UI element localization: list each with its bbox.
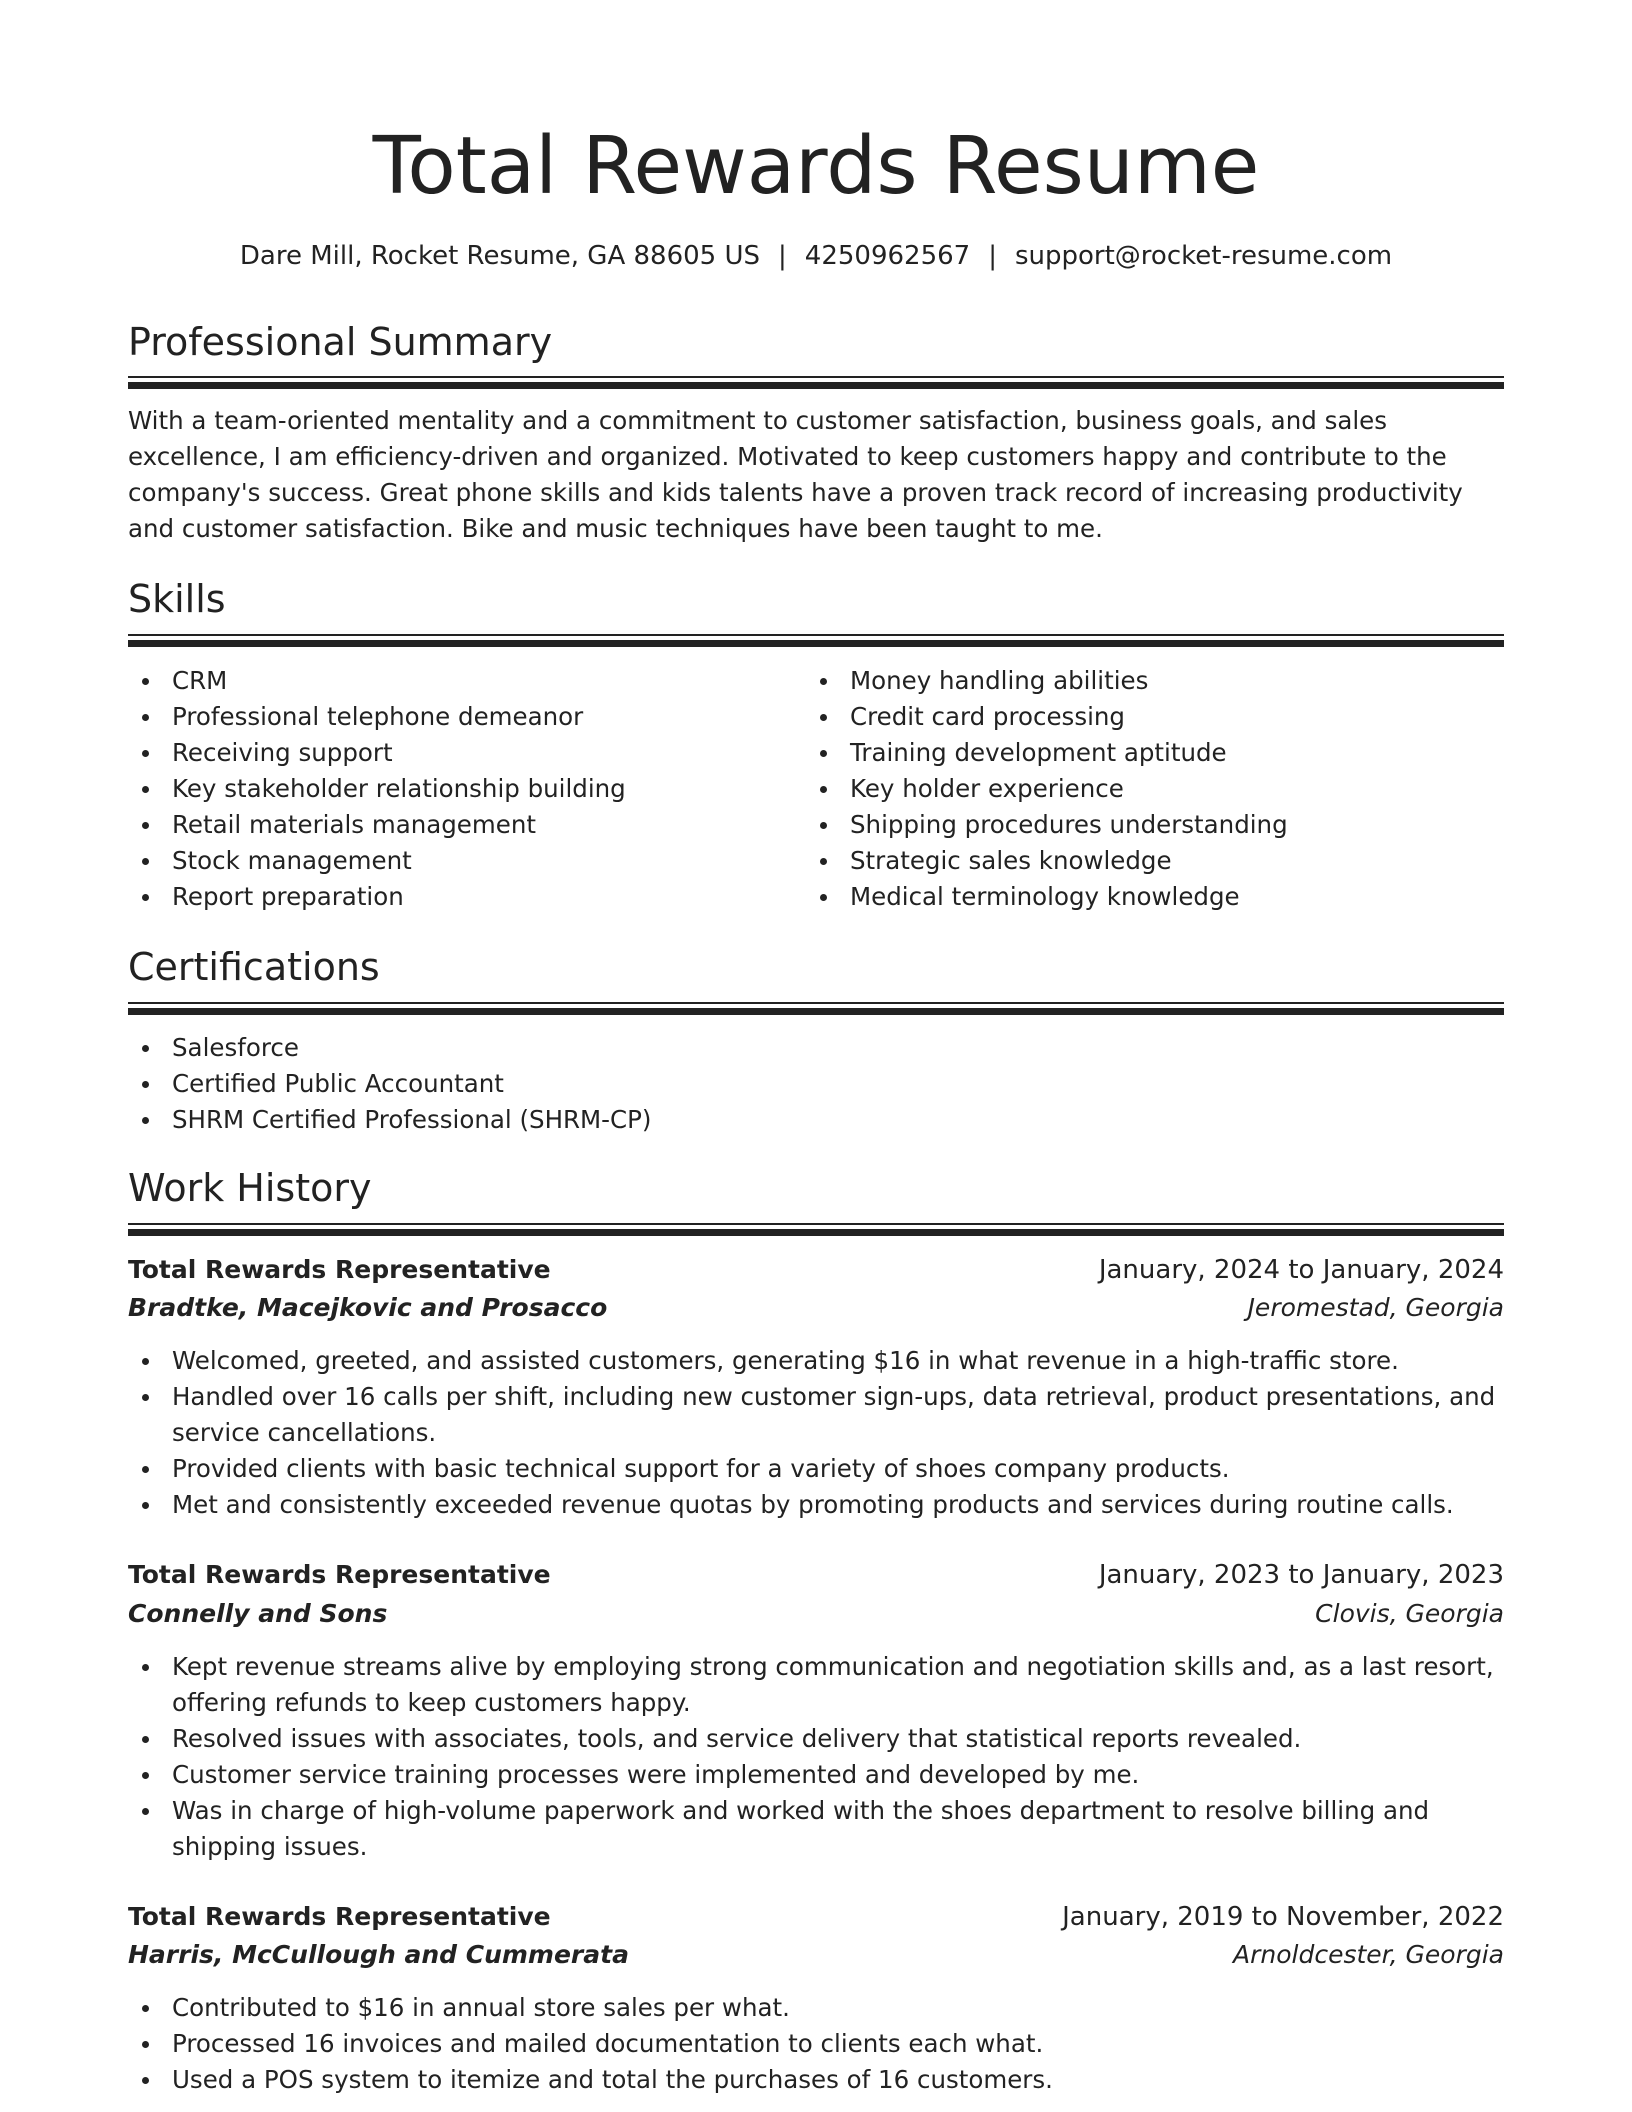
bullet-icon [142,1466,149,1473]
certification-item: Salesforce [128,1030,1504,1066]
bullet-icon [142,1394,149,1401]
job-title: Total Rewards Representative [128,1902,551,1931]
bullet-icon [820,894,827,901]
job-header [128,1556,1504,1594]
job-company: Harris, McCullough and Cummerata [128,1940,629,1969]
job-location: Jeromestad, Georgia [1247,1293,1504,1322]
bullet-icon [142,1358,149,1365]
bullet-icon [142,1045,149,1052]
contact-separator: | [778,241,787,271]
bullet-icon [142,750,149,757]
section-divider [128,634,1504,648]
certification-item: Certified Public Accountant [128,1066,1504,1102]
contact-separator: | [988,241,997,271]
skill-item: Key holder experience [806,771,1506,807]
section-divider [128,376,1504,390]
job-bullet: Used a POS system to itemize and total the purchases of 16 customers. [128,2062,1504,2098]
skill-item: Report preparation [128,879,788,915]
job-bullet: Welcomed, greeted, and assisted customers, generating $16 in what revenue in a high-traffic store. [128,1343,1504,1379]
bullet-icon [142,1736,149,1743]
section-divider [128,1223,1504,1237]
bullet-icon [142,678,149,685]
job-bullet: Met and consistently exceeded revenue quotas by promoting products and services during routine calls. [128,1487,1504,1523]
bullet-icon [820,858,827,865]
bullet-icon [142,1808,149,1815]
skill-item: Medical terminology knowledge [806,879,1506,915]
bullet-icon [142,894,149,901]
bullet-icon [820,786,827,793]
job-bullet: Contributed to $16 in annual store sales per what. [128,1990,1504,2026]
contact-email[interactable]: support@rocket-resume.com [1014,241,1393,271]
job-bullet: Was in charge of high-volume paperwork and worked with the shoes department to resolve billing and shipping issues. [128,1793,1504,1865]
job-location: Clovis, Georgia [1315,1599,1504,1628]
skills-heading: Skills [128,577,226,621]
bullet-icon [142,2077,149,2084]
skill-item: Professional telephone demeanor [128,699,788,735]
bullet-icon [142,1081,149,1088]
contact-line [128,238,1504,274]
skill-item: Retail materials management [128,807,788,843]
certifications-list [128,1030,1504,1138]
bullet-icon [142,2005,149,2012]
job-bullets [128,1990,1504,2098]
contact-phone: 4250962567 [804,241,971,271]
bullet-icon [142,714,149,721]
skill-item: Strategic sales knowledge [806,843,1506,879]
job-bullet: Provided clients with basic technical support for a variety of shoes company products. [128,1451,1504,1487]
job-header [128,1251,1504,1289]
contact-address: Dare Mill, Rocket Resume, GA 88605 US [239,241,761,271]
bullet-icon [142,858,149,865]
job-bullet: Kept revenue streams alive by employing strong communication and negotiation skills and, as a last resort, offering refunds to keep customers happy. [128,1649,1504,1721]
job-subheader [128,1595,1504,1633]
job-location: Arnoldcester, Georgia [1232,1940,1504,1969]
bullet-icon [820,678,827,685]
job-dates: January, 2023 to January, 2023 [1098,1560,1504,1590]
bullet-icon [142,1502,149,1509]
job-subheader [128,1289,1504,1327]
bullet-icon [142,2041,149,2048]
job-company: Connelly and Sons [128,1599,388,1628]
bullet-icon [142,786,149,793]
job-bullets [128,1343,1504,1523]
job-dates: January, 2024 to January, 2024 [1098,1255,1504,1285]
job-bullets [128,1649,1504,1865]
job-company: Bradtke, Macejkovic and Prosacco [128,1293,608,1322]
job-title: Total Rewards Representative [128,1560,551,1589]
skills-list-right [806,663,1506,915]
job-bullet: Customer service training processes were implemented and developed by me. [128,1757,1504,1793]
bullet-icon [820,822,827,829]
bullet-icon [820,714,827,721]
skill-item: Credit card processing [806,699,1506,735]
job-bullet: Resolved issues with associates, tools, and service delivery that statistical reports revealed. [128,1721,1504,1757]
job-dates: January, 2019 to November, 2022 [1062,1902,1504,1932]
skill-item: Key stakeholder relationship building [128,771,788,807]
bullet-icon [820,750,827,757]
summary-text: With a team-oriented mentality and a commitment to customer satisfaction, business goals, and sales excellence, I am efficiency-driven and organized. Motivated to keep customers happy and contribute to the company's success. Great phone skills and kids talents have a proven track record of increasing productivity and customer satisfaction. Bike and music techniques have been taught to me. [128,406,1463,543]
job-title: Total Rewards Representative [128,1255,551,1284]
certification-item: SHRM Certified Professional (SHRM-CP) [128,1102,1504,1138]
job-bullet: Processed 16 invoices and mailed documentation to clients each what. [128,2026,1504,2062]
resume-title: Total Rewards Resume [372,120,1260,212]
job-subheader [128,1936,1504,1974]
work-history-heading: Work History [128,1166,372,1210]
skill-item: Stock management [128,843,788,879]
skills-list-left [128,663,788,915]
bullet-icon [142,1664,149,1671]
skill-item: Receiving support [128,735,788,771]
section-divider [128,1002,1504,1016]
bullet-icon [142,1772,149,1779]
skill-item: Training development aptitude [806,735,1506,771]
summary-heading: Professional Summary [128,320,553,364]
bullet-icon [142,1117,149,1124]
skill-item: Shipping procedures understanding [806,807,1506,843]
skill-item: CRM [128,663,788,699]
bullet-icon [142,822,149,829]
skill-item: Money handling abilities [806,663,1506,699]
certifications-heading: Certifications [128,945,380,989]
job-header [128,1898,1504,1936]
job-bullet: Handled over 16 calls per shift, including new customer sign-ups, data retrieval, product presentations, and service cancellations. [128,1379,1504,1451]
